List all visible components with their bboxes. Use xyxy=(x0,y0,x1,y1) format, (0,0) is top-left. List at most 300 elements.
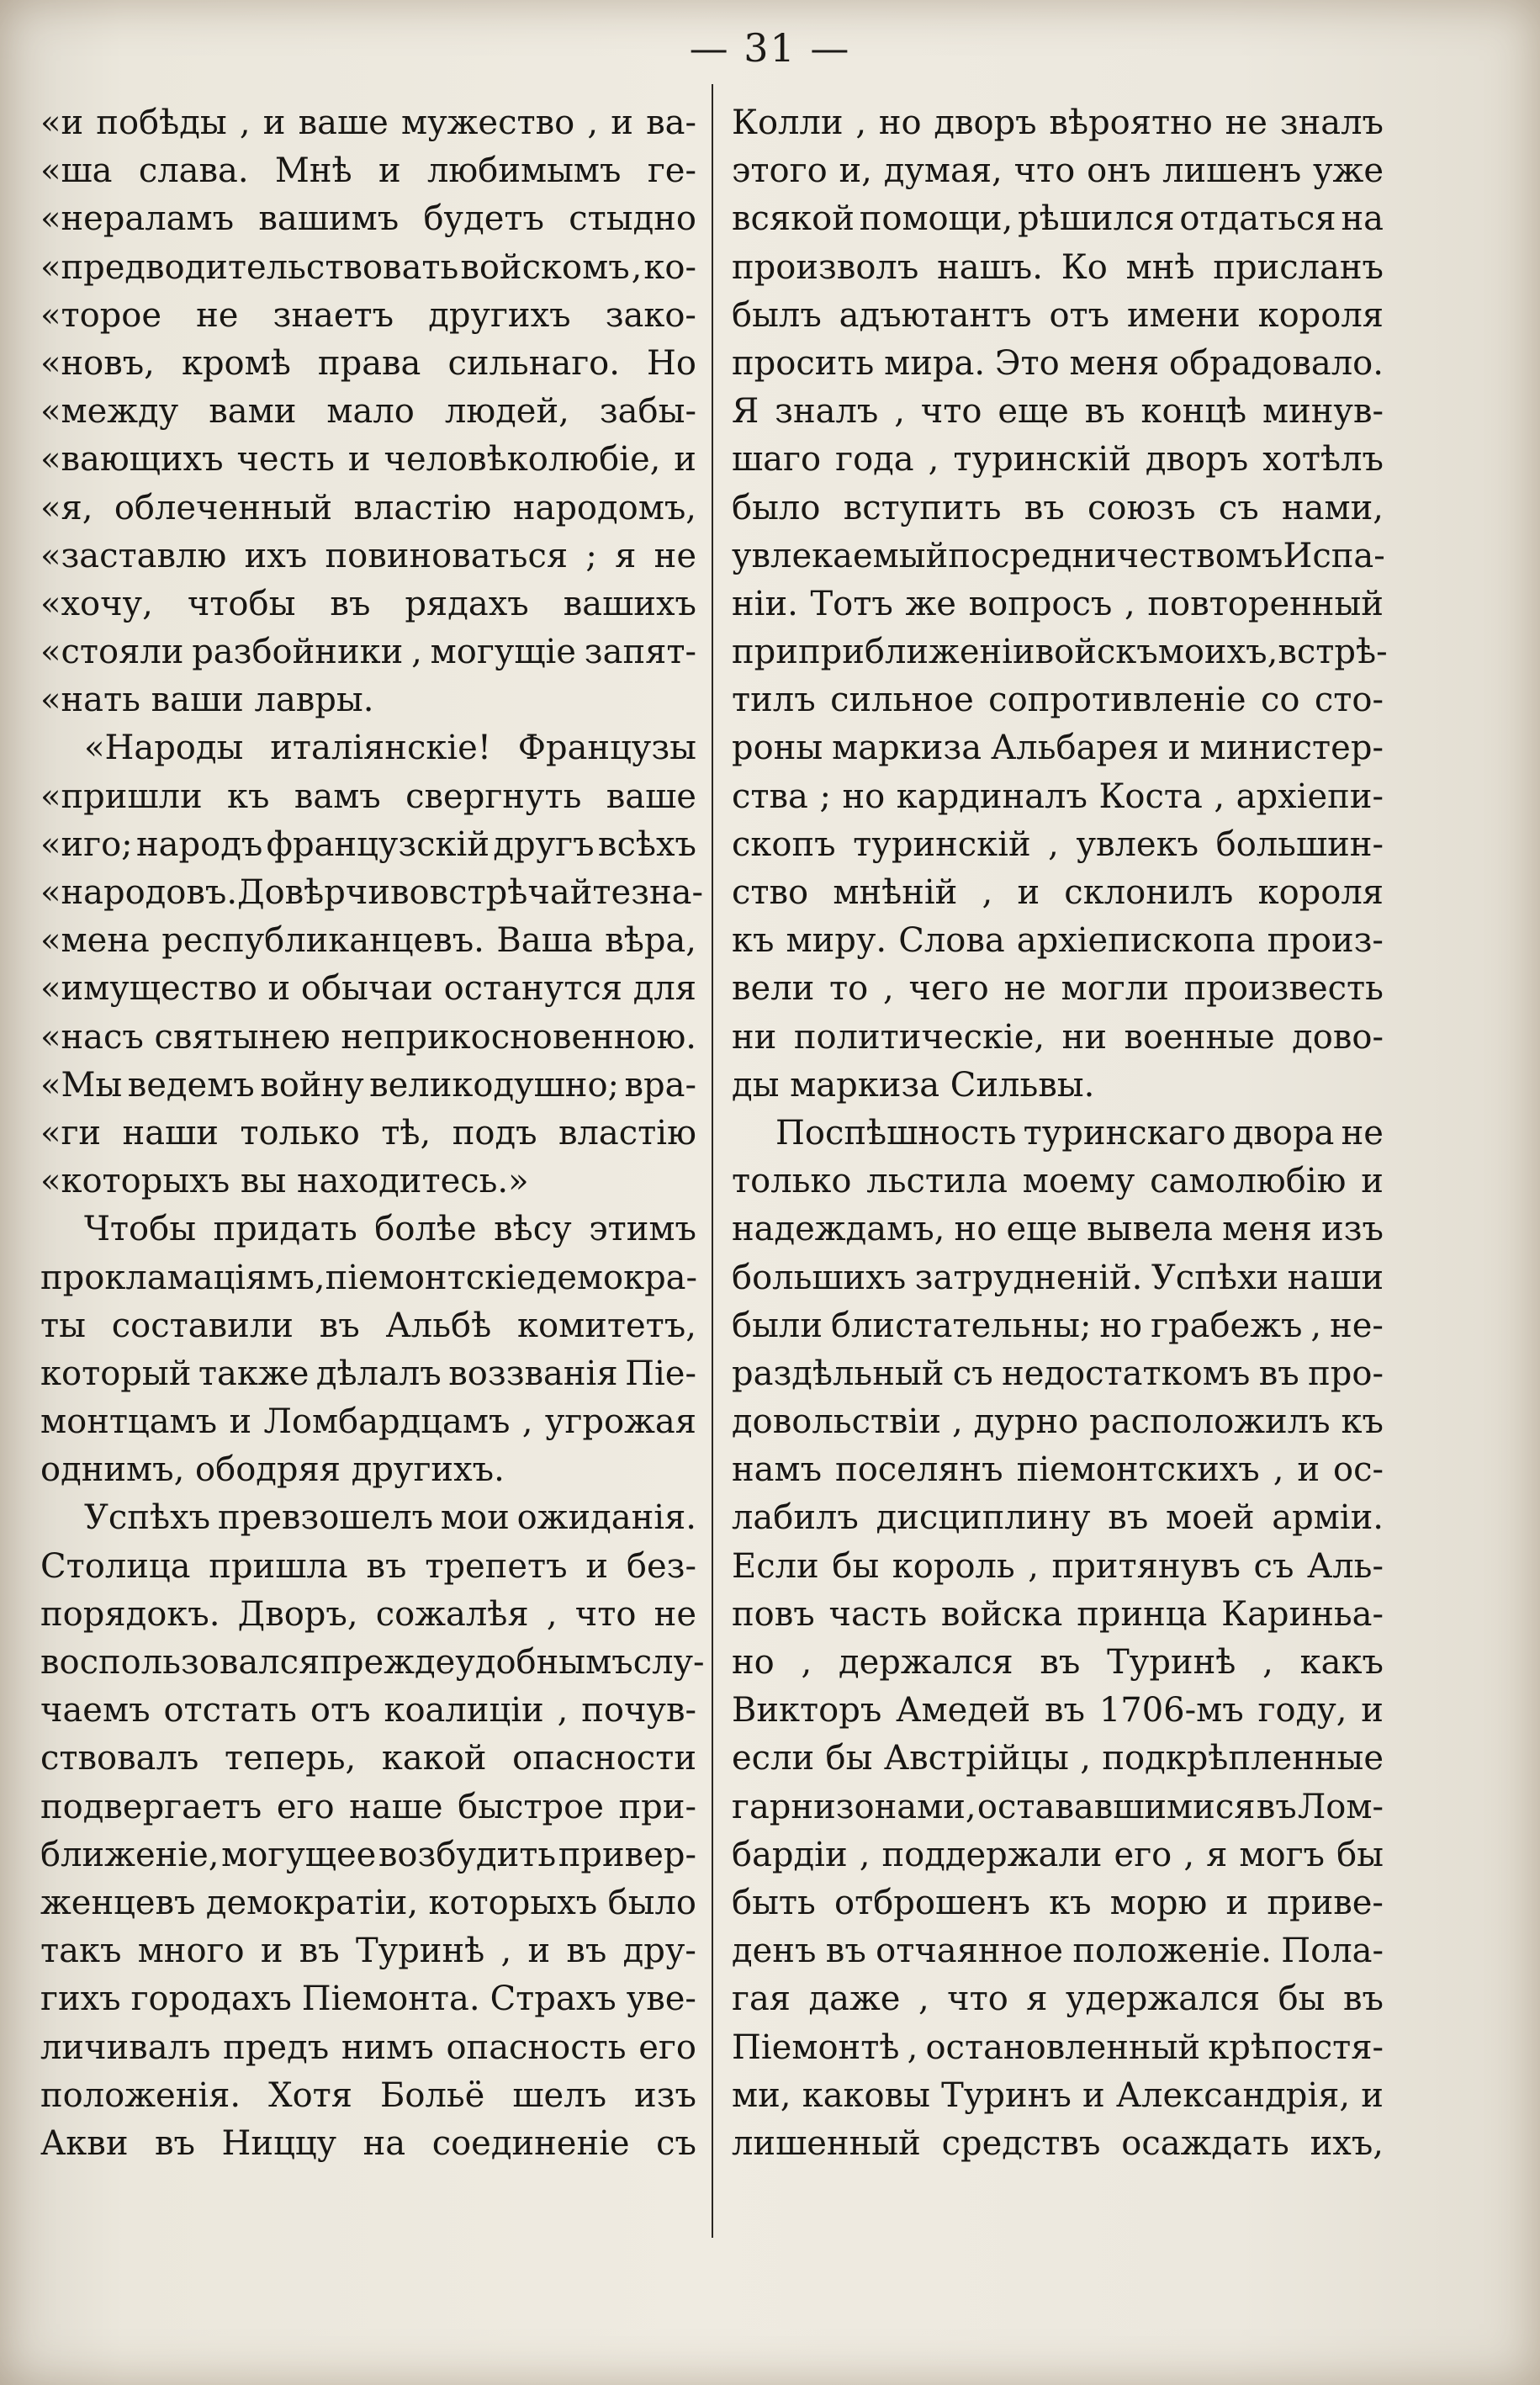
word: довольствіи xyxy=(732,1402,942,1442)
word: Я xyxy=(732,392,759,432)
text-line xyxy=(40,1494,696,1542)
word: быстрое xyxy=(458,1787,604,1826)
word: съ xyxy=(1218,488,1259,527)
word: , xyxy=(951,1402,963,1442)
word: нимъ xyxy=(341,2027,434,2067)
word: кромѣ xyxy=(181,343,291,383)
word: Ломбардцамъ xyxy=(263,1402,511,1442)
word: ихъ xyxy=(244,536,308,575)
word: «между xyxy=(40,392,179,432)
word: гарнизонами, xyxy=(732,1787,976,1826)
word: изъ xyxy=(1321,1210,1384,1249)
word: отстать xyxy=(163,1691,297,1730)
word: сожалѣя xyxy=(375,1594,529,1634)
word: Кариньа- xyxy=(1221,1594,1384,1634)
word: обычаи xyxy=(300,969,433,1009)
text-line xyxy=(732,1398,1384,1446)
word: мнѣ xyxy=(1125,247,1195,287)
word: арміи. xyxy=(1272,1498,1384,1538)
word: встрѣ- xyxy=(1278,633,1388,672)
word: ближеніе, xyxy=(40,1835,220,1874)
text-line xyxy=(40,869,703,917)
word: гая xyxy=(732,1980,791,2019)
word: привер- xyxy=(558,1835,696,1874)
word: воспользовался xyxy=(40,1643,320,1682)
word: также xyxy=(198,1354,310,1393)
word: италіянскіе! xyxy=(270,729,491,768)
text-line xyxy=(40,195,696,243)
word: не xyxy=(654,1594,696,1634)
word: Довѣрчиво xyxy=(237,873,430,912)
word: человѣколюбіе, xyxy=(384,440,661,480)
word: «новъ, xyxy=(40,343,155,383)
text-line xyxy=(732,869,1384,917)
word: вѣроятно xyxy=(1049,103,1213,142)
word: былъ xyxy=(732,295,822,335)
word: женцевъ xyxy=(40,1883,196,1922)
word: прокламаціямъ, xyxy=(40,1258,325,1297)
word: шелъ xyxy=(512,2075,607,2115)
word: моему xyxy=(1022,1162,1135,1201)
text-line xyxy=(732,1014,1384,1062)
word: дово- xyxy=(1292,1017,1384,1057)
word: дворъ xyxy=(934,103,1037,142)
word: были xyxy=(732,1306,823,1345)
word: любимымъ xyxy=(427,151,622,191)
word: ведемъ xyxy=(127,1065,255,1105)
word: великодушно; xyxy=(369,1065,620,1105)
word: Страхъ xyxy=(490,1980,617,2019)
word: «имущество xyxy=(40,969,257,1009)
word: ваше xyxy=(606,776,696,816)
word: , xyxy=(801,1643,812,1682)
word: и xyxy=(347,440,371,480)
word: грабежъ xyxy=(1151,1306,1303,1345)
word: , xyxy=(907,2027,918,2067)
word: произ- xyxy=(1267,921,1384,961)
word: и xyxy=(1082,2075,1105,2115)
word: , xyxy=(1262,1643,1273,1682)
word: вступить xyxy=(843,488,1002,527)
word: ; xyxy=(819,776,831,816)
word: не xyxy=(1225,103,1267,142)
word: ; xyxy=(585,536,597,575)
word: просить xyxy=(732,343,875,383)
word: быть xyxy=(732,1883,816,1922)
word: въ xyxy=(1258,1354,1299,1393)
text-line xyxy=(732,1543,1384,1591)
word: гихъ xyxy=(40,1980,121,2019)
text-line xyxy=(40,292,696,340)
word: много xyxy=(137,1932,245,1971)
word: къ xyxy=(1049,1883,1092,1922)
word: рѣшился xyxy=(1018,199,1175,239)
word: подвергаетъ xyxy=(40,1787,262,1826)
word: ожиданія. xyxy=(516,1498,696,1538)
text-line xyxy=(732,1831,1384,1879)
word: архіепи- xyxy=(1236,776,1384,816)
word: Поспѣшность xyxy=(775,1113,1017,1153)
word: без- xyxy=(626,1546,696,1586)
word: короля xyxy=(1257,873,1384,912)
text-line xyxy=(732,1639,1384,1687)
word: на xyxy=(363,2123,406,2163)
text-line xyxy=(732,340,1384,388)
text-line xyxy=(732,388,1384,436)
word: уже xyxy=(1312,151,1384,191)
word: мира. xyxy=(884,343,986,383)
word: ства xyxy=(732,776,808,816)
word: могли xyxy=(1061,969,1169,1009)
word: бы xyxy=(1278,1980,1326,2019)
text-line xyxy=(40,1975,696,2023)
text-line xyxy=(40,917,696,965)
word: его xyxy=(1114,1835,1172,1874)
word: «хочу, xyxy=(40,584,153,623)
word: поддержали xyxy=(881,1835,1103,1874)
word: мужество xyxy=(400,103,575,142)
word: но xyxy=(1099,1306,1143,1345)
word: піемонтскіе xyxy=(325,1258,537,1297)
word: , xyxy=(587,103,599,142)
word: права xyxy=(317,343,421,383)
word: Если xyxy=(732,1546,819,1586)
word: ни xyxy=(732,1017,777,1057)
word: знаетъ xyxy=(273,295,394,335)
word: въ xyxy=(299,1932,340,1971)
word: теперь, xyxy=(224,1739,357,1778)
word: и, xyxy=(839,151,872,191)
text-line xyxy=(40,773,696,821)
word: же xyxy=(905,584,956,623)
word: союзъ xyxy=(1088,488,1196,527)
word: я xyxy=(615,536,637,575)
left-text-column xyxy=(40,99,705,2168)
word: , xyxy=(521,1402,533,1442)
text-line xyxy=(40,1591,696,1639)
word: могущіе xyxy=(430,633,576,672)
word: наше xyxy=(349,1787,443,1826)
word: ствовалъ xyxy=(40,1739,199,1778)
word: , xyxy=(1214,776,1225,816)
word: облеченный xyxy=(114,488,333,527)
word: моихъ, xyxy=(1157,633,1278,672)
word: республиканцевъ. xyxy=(161,921,484,961)
word: «насъ xyxy=(40,1017,144,1057)
text-line xyxy=(40,821,696,869)
word: будетъ xyxy=(423,199,544,239)
word: двора xyxy=(1232,1113,1335,1153)
text-line xyxy=(40,1398,696,1446)
word: съ xyxy=(952,1354,993,1393)
word: Піемонта. xyxy=(301,1980,480,2019)
text-line xyxy=(732,1591,1384,1639)
word: войну xyxy=(260,1065,364,1105)
word: положенія. xyxy=(40,2075,241,2115)
text-line xyxy=(40,580,696,628)
word: монтцамъ xyxy=(40,1402,218,1442)
word: ми, xyxy=(732,2075,791,2115)
word: денъ xyxy=(732,1932,817,1971)
word: вѣра, xyxy=(605,921,696,961)
word: бы xyxy=(825,1739,873,1778)
text-line xyxy=(732,1735,1384,1783)
word: «Мы xyxy=(40,1065,123,1105)
word: тѣ, xyxy=(381,1113,431,1153)
word: неприкосновенною. xyxy=(341,1017,696,1057)
word: комитетъ, xyxy=(517,1306,696,1345)
word: порядокъ. xyxy=(40,1594,220,1634)
word: въ xyxy=(825,1932,866,1971)
word: , xyxy=(918,1980,929,2019)
word: отброшенъ xyxy=(834,1883,1030,1922)
text-line xyxy=(732,1350,1384,1398)
word: дворъ xyxy=(1145,440,1249,480)
word: вѣсу xyxy=(494,1210,572,1249)
word: обрадовало. xyxy=(1169,343,1384,383)
word: я xyxy=(1026,1980,1048,2019)
word: , xyxy=(239,103,251,142)
word: туринскій xyxy=(953,440,1131,480)
word: , xyxy=(855,103,867,142)
text-line xyxy=(40,1302,696,1350)
word: предъ xyxy=(223,2027,330,2067)
word: изъ xyxy=(634,2075,696,2115)
word: туринскій xyxy=(853,824,1031,864)
word: , xyxy=(411,633,422,672)
word: Тотъ xyxy=(810,584,893,623)
word: французскій xyxy=(266,824,490,864)
text-line xyxy=(732,1783,1384,1831)
word: превзошелъ xyxy=(217,1498,434,1538)
word: запят- xyxy=(584,633,696,672)
word: самолюбію xyxy=(1150,1162,1347,1201)
word: въ xyxy=(1045,1691,1085,1730)
word: властію xyxy=(353,488,492,527)
word: морю xyxy=(1109,1883,1208,1922)
text-line xyxy=(40,388,696,436)
word: лабилъ xyxy=(732,1498,859,1538)
word: въ xyxy=(155,2123,195,2163)
text-line xyxy=(40,2120,696,2168)
word: народомъ, xyxy=(512,488,696,527)
word: , xyxy=(859,1835,871,1874)
word: но xyxy=(732,1643,775,1682)
word: но xyxy=(878,103,922,142)
text-line xyxy=(40,436,696,484)
word: , xyxy=(1183,1835,1195,1874)
word: было xyxy=(607,1883,696,1922)
text-line xyxy=(40,1639,705,1687)
word: не xyxy=(196,295,239,335)
word: остававшимися xyxy=(976,1787,1256,1826)
word: сопротивленіе xyxy=(988,681,1246,720)
text-line xyxy=(732,1494,1384,1542)
word: сильнаго. xyxy=(447,343,620,383)
word: прежде xyxy=(320,1643,456,1682)
word: Пола- xyxy=(1281,1932,1384,1971)
word: приближеніи xyxy=(797,633,1035,672)
word: «заставлю xyxy=(40,536,227,575)
text-line xyxy=(732,1446,1384,1494)
word: чего xyxy=(908,969,989,1009)
word: въ xyxy=(330,584,371,623)
word: Альбѣ xyxy=(385,1306,492,1345)
word: дисциплину xyxy=(876,1498,1091,1538)
word: и xyxy=(267,969,291,1009)
text-line xyxy=(732,628,1388,676)
word: думая, xyxy=(883,151,1003,191)
text-line xyxy=(40,340,696,388)
word: разбойники xyxy=(192,633,404,672)
text-line xyxy=(732,1158,1384,1206)
word: тилъ xyxy=(732,681,816,720)
text-line xyxy=(40,1879,696,1927)
word: вра- xyxy=(624,1065,696,1105)
word: Піе- xyxy=(625,1354,696,1393)
text-line xyxy=(40,1927,696,1975)
word: его xyxy=(638,2027,696,2067)
word: и xyxy=(1297,1450,1320,1490)
word: съ xyxy=(1253,1546,1294,1586)
word: городахъ xyxy=(130,1980,292,2019)
word: посредничествомъ xyxy=(948,536,1283,575)
word: какъ xyxy=(1299,1643,1384,1682)
text-line xyxy=(40,1543,696,1591)
word: году, xyxy=(1257,1691,1347,1730)
word: Чтобы xyxy=(84,1210,197,1249)
word: кардиналъ xyxy=(896,776,1088,816)
text-line xyxy=(732,436,1384,484)
word: сильное xyxy=(830,681,974,720)
word: и xyxy=(527,1932,551,1971)
word: который xyxy=(40,1354,192,1393)
word: почув- xyxy=(581,1691,696,1730)
word: роны xyxy=(732,729,823,768)
text-line xyxy=(40,147,696,195)
word: отъ xyxy=(1049,295,1110,335)
word: еще xyxy=(998,392,1069,432)
word: Испа- xyxy=(1283,536,1385,575)
word: наши xyxy=(122,1113,219,1153)
word: и xyxy=(1361,2075,1384,2115)
word: при xyxy=(732,633,798,672)
word: встрѣчайте xyxy=(429,873,632,912)
word: всѣхъ xyxy=(597,824,696,864)
word: Коста xyxy=(1098,776,1203,816)
word: , xyxy=(928,440,939,480)
word: вашимъ xyxy=(258,199,400,239)
word: и xyxy=(1017,873,1040,912)
word: ко- xyxy=(643,247,696,287)
word: людей, xyxy=(444,392,569,432)
word: , xyxy=(631,247,643,287)
word: Лом- xyxy=(1297,1787,1384,1826)
word: этимъ xyxy=(589,1210,696,1249)
word: ты xyxy=(40,1306,86,1345)
text-line xyxy=(732,724,1384,772)
word: зако- xyxy=(605,295,696,335)
word: войска xyxy=(940,1594,1063,1634)
word: , xyxy=(1048,824,1059,864)
word: ніи. xyxy=(732,584,798,623)
word: надеждамъ, xyxy=(732,1210,945,1249)
word: , xyxy=(1028,1546,1039,1586)
text-line xyxy=(732,965,1384,1013)
word: миру. xyxy=(786,921,887,961)
word: ос- xyxy=(1333,1450,1384,1490)
word: увлекъ xyxy=(1076,824,1199,864)
word: Мнѣ xyxy=(274,151,352,191)
word: и xyxy=(1361,1162,1384,1201)
word: святынею xyxy=(154,1017,331,1057)
text-line xyxy=(732,485,1384,533)
word: въ xyxy=(1342,1980,1384,2019)
text-line xyxy=(732,821,1384,869)
word: архіепископа xyxy=(1016,921,1256,961)
word: болѣе xyxy=(374,1210,477,1249)
word: адъютантъ xyxy=(839,295,1032,335)
text-line xyxy=(40,2072,696,2120)
text-line xyxy=(732,533,1384,580)
word: и xyxy=(1361,1691,1384,1730)
word: не xyxy=(654,536,696,575)
word: что xyxy=(947,1980,1008,2019)
word: , xyxy=(1125,584,1135,623)
word: помощи, xyxy=(859,199,1013,239)
word: забы- xyxy=(599,392,696,432)
word: Французы xyxy=(517,729,696,768)
word: дурно xyxy=(973,1402,1079,1442)
word: , xyxy=(982,873,993,912)
word: Акви xyxy=(40,2123,129,2163)
word: вопросъ xyxy=(968,584,1113,623)
word: шаго xyxy=(732,440,822,480)
text-line xyxy=(732,2120,1384,2168)
word: склонилъ xyxy=(1064,873,1234,912)
word: Амедей xyxy=(896,1691,1031,1730)
word: поселянъ xyxy=(835,1450,1003,1490)
text-line xyxy=(732,580,1384,628)
text-line: однимъ, ободряя другихъ. xyxy=(40,1450,505,1490)
word: приве- xyxy=(1267,1883,1384,1922)
word: вели xyxy=(732,969,815,1009)
word: положеніе. xyxy=(1072,1932,1272,1971)
word: ни xyxy=(1061,1017,1107,1057)
text-line xyxy=(732,292,1384,340)
word: что xyxy=(574,1594,637,1634)
word: Это xyxy=(994,343,1060,383)
word: стыдно xyxy=(569,199,696,239)
word: къ xyxy=(732,921,775,961)
word: и xyxy=(378,151,401,191)
word: сто- xyxy=(1314,681,1384,720)
word: Туринъ xyxy=(941,2075,1072,2115)
word: блистательны; xyxy=(830,1306,1092,1345)
word: средствъ xyxy=(941,2123,1101,2163)
word: наши xyxy=(1287,1258,1384,1297)
word: недостаткомъ xyxy=(1002,1354,1251,1393)
word: этого xyxy=(732,151,828,191)
word: увлекаемый xyxy=(732,536,949,575)
word: бы xyxy=(1336,1835,1384,1874)
word: то xyxy=(829,969,869,1009)
text-line: «нать ваши лавры. xyxy=(40,681,374,720)
word: въ xyxy=(1256,1787,1297,1826)
word: большин- xyxy=(1215,824,1384,864)
word: что xyxy=(920,392,982,432)
word: Дворъ, xyxy=(237,1594,358,1634)
